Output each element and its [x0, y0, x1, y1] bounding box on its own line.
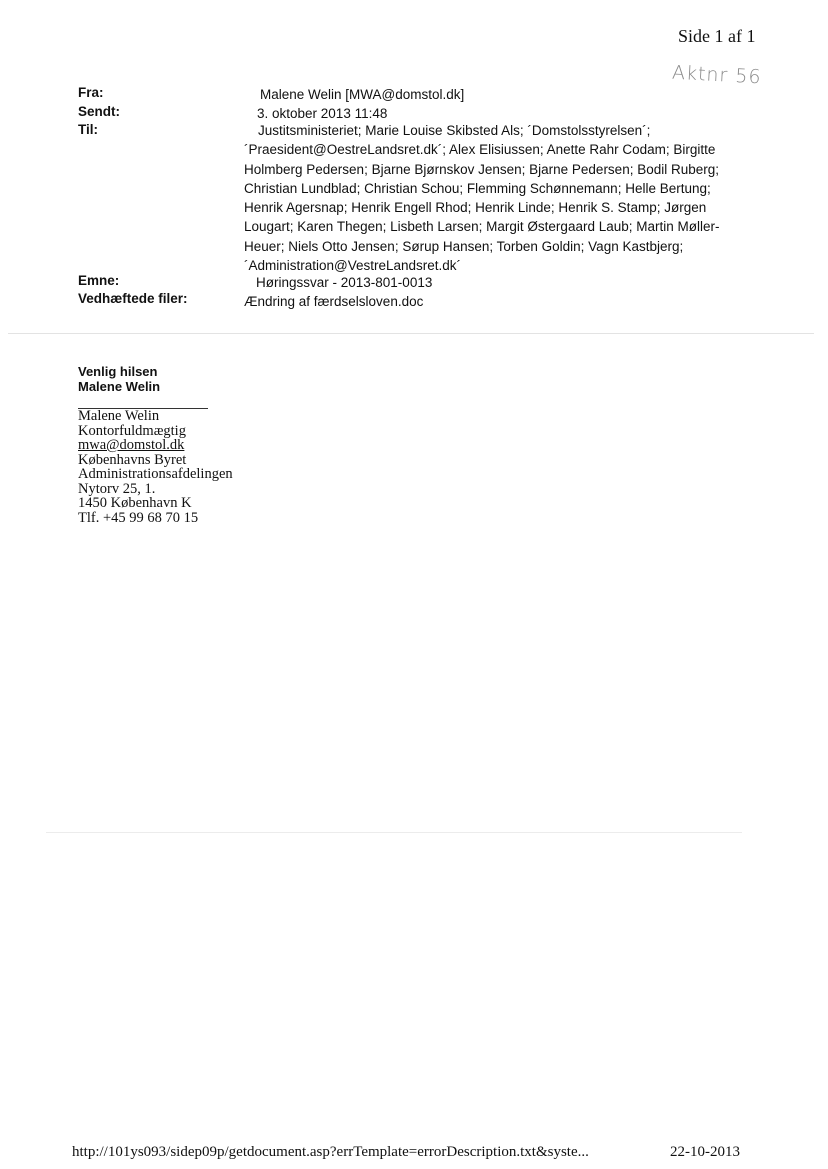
to-line: Holmberg Pedersen; Bjarne Bjørnskov Jensen; Bjarne Pedersen; Bodil Ruberg; — [244, 161, 719, 177]
to-line: Heuer; Niels Otto Jensen; Sørup Hansen; Torben Goldin; Vagn Kastbjerg; — [244, 238, 684, 254]
signature-city: 1450 København K — [78, 495, 192, 511]
footer-url: http://101ys093/sidep09p/getdocument.asp?errTemplate=errorDescription.txt&syste... — [72, 1144, 589, 1160]
subject-label: Emne: — [78, 273, 120, 288]
page-number: Side 1 af 1 — [678, 26, 756, 46]
from-value: Malene Welin [MWA@domstol.dk] — [260, 87, 465, 102]
to-recipients — [244, 121, 744, 275]
from-label: Fra: — [78, 85, 104, 100]
signature-name: Malene Welin — [78, 408, 160, 424]
attachments-label: Vedhæftede filer: — [78, 291, 188, 306]
signature-block — [78, 409, 233, 525]
subject-value: Høringssvar - 2013-801-0013 — [256, 275, 433, 290]
to-line: Christian Lundblad; Christian Schou; Flemming Schønnemann; Helle Bertung; — [244, 180, 711, 196]
signature-title: Kontorfuldmægtig — [78, 422, 186, 439]
to-label: Til: — [78, 122, 98, 137]
to-line: Henrik Agersnap; Henrik Engell Rhod; Henrik Linde; Henrik S. Stamp; Jørgen — [244, 200, 707, 216]
signature-email-link[interactable]: mwa@domstol.dk — [78, 437, 185, 453]
to-line: Justitsministeriet; Marie Louise Skibsted Als; ´Domstolsstyrelsen´; — [258, 123, 651, 138]
sent-label: Sendt: — [78, 104, 120, 119]
signature-street: Nytorv 25, 1. — [78, 480, 156, 497]
body-divider — [46, 832, 742, 833]
greeting: Venlig hilsen — [78, 364, 158, 379]
attachment-link[interactable]: Ændring af færdselsloven.doc — [244, 294, 424, 309]
signature-name-bold: Malene Welin — [78, 379, 161, 394]
signature-department: Administrationsafdelingen — [78, 466, 233, 482]
signature-court: Københavns Byret — [78, 451, 187, 468]
footer-date: 22-10-2013 — [670, 1144, 740, 1160]
header-divider — [8, 333, 814, 334]
to-line: ´Praesident@OestreLandsret.dk´; Alex Elisiussen; Anette Rahr Codam; Birgitte — [244, 142, 716, 158]
to-line: ´Administration@VestreLandsret.dk´ — [244, 258, 462, 274]
handwritten-note: Aktnr 56 — [671, 61, 763, 89]
signature-phone: Tlf. +45 99 68 70 15 — [78, 509, 199, 526]
sent-value: 3. oktober 2013 11:48 — [257, 106, 388, 121]
to-line: Lougart; Karen Thegen; Lisbeth Larsen; Margit Østergaard Laub; Martin Møller- — [244, 219, 720, 235]
